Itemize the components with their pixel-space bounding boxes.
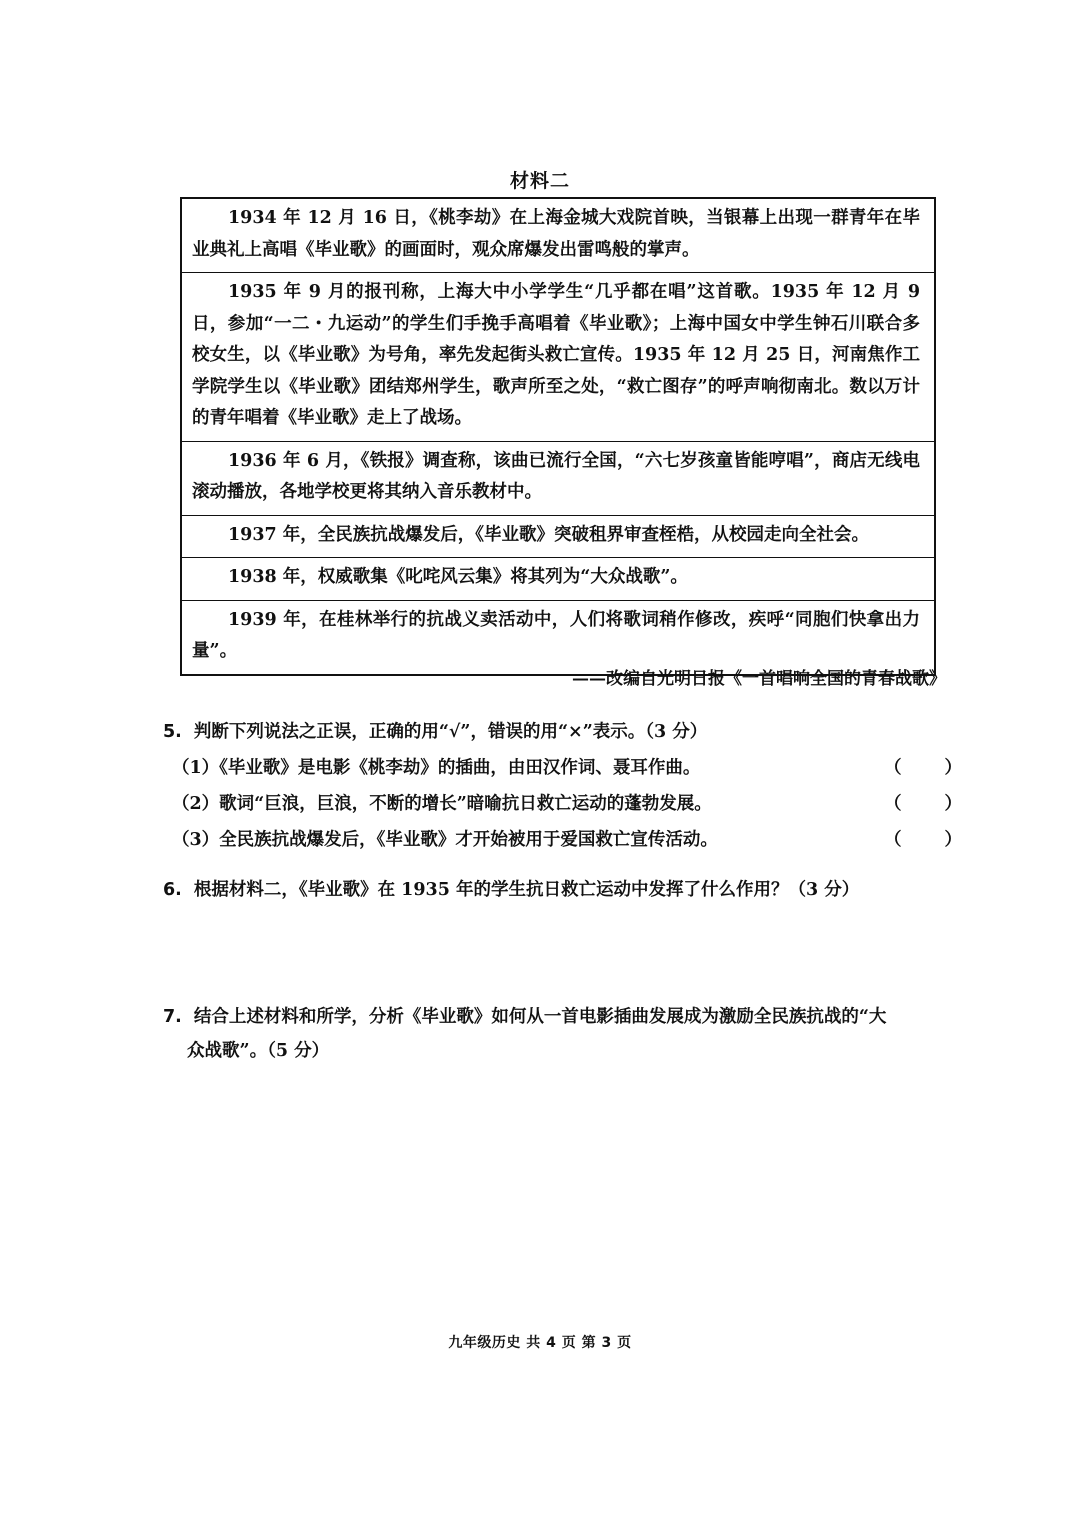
paren-open: （ <box>884 794 902 814</box>
question-5-item-1 <box>172 751 962 785</box>
question-5-item-2-text: （2）歌词“巨浪，巨浪，不断的增长”暗喻抗日救亡运动的蓬勃发展。 <box>172 794 712 814</box>
question-7-answer-area[interactable] <box>163 1080 963 1280</box>
question-5-number: 5. <box>163 722 182 742</box>
answer-blank-1[interactable] <box>884 751 962 785</box>
material-row-1939: 1939 年，在桂林举行的抗战义卖活动中，人们将歌词稍作修改，疾呼“同胞们快拿出力量”。 <box>192 609 920 661</box>
question-7-text-line-2: 众战歌”。（5 分） <box>187 1041 330 1061</box>
material-table <box>180 197 936 676</box>
material-row-1935: 1935 年 9 月的报刊称，上海大中小学学生“几乎都在唱”这首歌。1935 年 12 月 9 日，参加“一二・九运动”的学生们手挽手高唱着《毕业歌》；上海中国女中学生钟石川联合多校女生，以《毕业歌》为号角，率先发起街头救亡宣传。1935 年 12 月 25 日，河南焦作工学院学生以《毕业歌》团结郑州学生，歌声所至之处，“救亡图存”的呼声响彻南北。数以万计的青年唱着《毕业歌》走上了战场。 <box>182 273 934 442</box>
question-5-item-1-text: （1）《毕业歌》是电影《桃李劫》的插曲，由田汉作词、聂耳作曲。 <box>172 758 701 778</box>
page-footer: 九年级历史 共 4 页 第 3 页 <box>448 1335 632 1351</box>
paren-open: （ <box>884 830 902 850</box>
question-7 <box>163 1000 963 1068</box>
question-6 <box>163 873 963 907</box>
question-7-text-line-1: 结合上述材料和所学，分析《毕业歌》如何从一首电影插曲发展成为激励全民族抗战的“大 <box>193 1007 887 1027</box>
question-5 <box>163 715 963 749</box>
question-5-item-2 <box>172 787 962 821</box>
answer-blank-3[interactable] <box>884 823 962 857</box>
question-6-text: 根据材料二，《毕业歌》在 1935 年的学生抗日救亡运动中发挥了什么作用？（3 分） <box>193 880 860 900</box>
question-6-number: 6. <box>163 880 182 900</box>
material-title: 材料二 <box>509 170 570 192</box>
material-row-1937: 1937 年，全民族抗战爆发后，《毕业歌》突破租界审查桎梏，从校园走向全社会。 <box>182 516 934 559</box>
question-7-number: 7. <box>163 1007 182 1027</box>
paren-close: ） <box>944 758 962 778</box>
question-5-item-3 <box>172 823 962 857</box>
paren-open: （ <box>884 758 902 778</box>
material-row-1936: 1936 年 6 月，《铁报》调查称，该曲已流行全国，“六七岁孩童皆能哼唱”，商店无线电滚动播放，各地学校更将其纳入音乐教材中。 <box>182 442 934 516</box>
question-6-answer-area[interactable] <box>163 940 963 1000</box>
material-source: ——改编自光明日报《一首唱响全国的青春战歌》 <box>572 669 946 689</box>
paren-close: ） <box>944 830 962 850</box>
paren-close: ） <box>944 794 962 814</box>
question-5-item-3-text: （3）全民族抗战爆发后，《毕业歌》才开始被用于爱国救亡宣传活动。 <box>172 830 718 850</box>
material-row-1934: 1934 年 12 月 16 日，《桃李劫》在上海金城大戏院首映，当银幕上出现一群青年在毕业典礼上高唱《毕业歌》的画面时，观众席爆发出雷鸣般的掌声。 <box>182 199 934 273</box>
material-row-1938: 1938 年，权威歌集《叱咤风云集》将其列为“大众战歌”。 <box>182 558 934 601</box>
answer-blank-2[interactable] <box>884 787 962 821</box>
question-5-text: 判断下列说法之正误，正确的用“√”，错误的用“×”表示。（3 分） <box>193 722 708 742</box>
